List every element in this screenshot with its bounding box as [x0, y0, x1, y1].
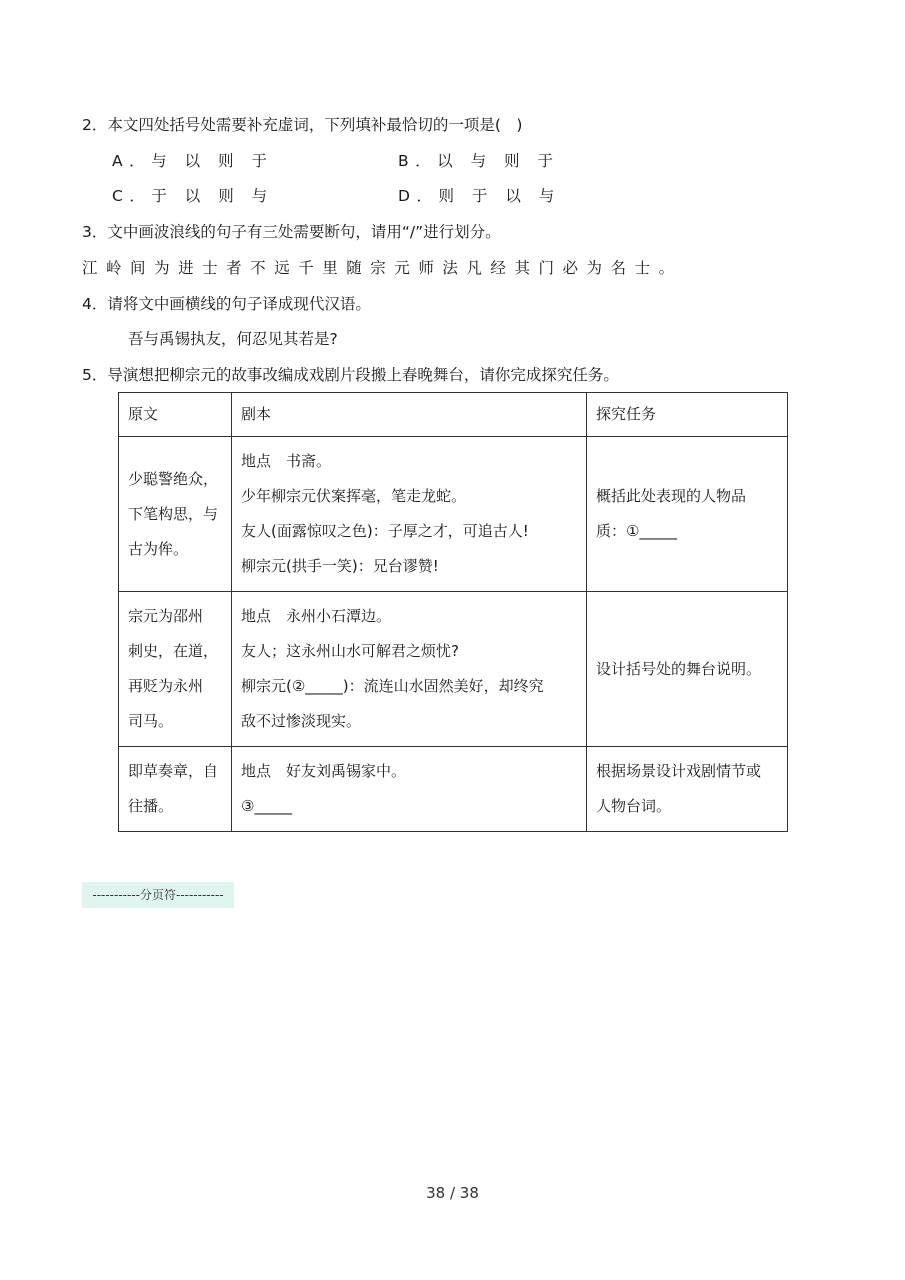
cell-line: 质：①_____ [596, 522, 677, 540]
page-break-marker: -----------分页符----------- [82, 882, 234, 908]
page-number: 38 / 38 [426, 1184, 479, 1202]
table-header-row [119, 393, 788, 437]
question-4-sentence: 吾与禹锡执友，何忍见其若是? [128, 330, 338, 348]
cell-script [232, 747, 587, 832]
cell-line: 概括此处表现的人物品 [596, 487, 747, 505]
cell-line: 地点 书斋。 [241, 452, 332, 470]
cell-line: 宗元为邵州 [128, 607, 204, 625]
cell-line: 根据场景设计戏剧情节或 [596, 762, 762, 780]
cell-line: 少聪警绝众， [128, 469, 219, 488]
cell-script [232, 592, 587, 747]
cell-line: 下笔构思，与 [128, 504, 219, 523]
question-3-sentence: 江岭间为进士者不远千里随宗元师法凡经其门必为名士。 [82, 259, 683, 277]
cell-line: 友人(面露惊叹之色)：子厚之才，可追古人! [241, 522, 529, 540]
cell-line: 再贬为永州 [128, 677, 204, 695]
cell-line: 刺史，在道， [128, 642, 219, 660]
cell-line: 即草奏章，自 [128, 762, 219, 780]
cell-line: 人物台词。 [596, 797, 672, 815]
table-row [119, 747, 788, 832]
cell-line: 设计括号处的舞台说明。 [596, 659, 762, 678]
cell-line: 古为侔。 [128, 539, 189, 558]
question-2-stem: 2．本文四处括号处需要补充虚词，下列填补最恰切的一项是( ) [82, 116, 523, 134]
cell-line: 往播。 [128, 797, 174, 815]
table-row [119, 592, 788, 747]
cell-original [119, 592, 232, 747]
cell-original [119, 747, 232, 832]
cell-line: 地点 好友刘禹锡家中。 [241, 762, 407, 780]
question-3-stem: 3．文中画波浪线的句子有三处需要断句，请用“/”进行划分。 [82, 223, 501, 241]
question-4-stem: 4．请将文中画横线的句子译成现代汉语。 [82, 295, 371, 313]
header-script: 剧本 [232, 393, 587, 437]
cell-original [119, 437, 232, 592]
header-original: 原文 [119, 393, 232, 437]
question-2-option-a: A．与 以 则 于 [112, 152, 274, 170]
question-2-option-d: D．则 于 以 与 [398, 187, 561, 205]
cell-line: 柳宗元(②_____)：流连山水固然美好，却终究 [241, 677, 544, 695]
cell-line: 柳宗元(拱手一笑)：兄台谬赞! [241, 557, 439, 575]
cell-line: 少年柳宗元伏案挥毫，笔走龙蛇。 [241, 487, 467, 505]
question-2-option-b: B．以 与 则 于 [398, 152, 560, 170]
cell-script [232, 437, 587, 592]
cell-line: ③_____ [241, 797, 292, 815]
cell-line: 司马。 [128, 712, 174, 730]
exploration-task-table [118, 392, 788, 832]
question-5-stem: 5．导演想把柳宗元的故事改编成戏剧片段搬上春晚舞台，请你完成探究任务。 [82, 366, 619, 384]
cell-line: 地点 永州小石潭边。 [241, 607, 392, 625]
cell-task [587, 747, 788, 832]
cell-task [587, 437, 788, 592]
table-row [119, 437, 788, 592]
header-task: 探究任务 [587, 393, 788, 437]
cell-line: 友人；这永州山水可解君之烦忧? [241, 642, 459, 660]
cell-task [587, 592, 788, 747]
cell-line: 敌不过惨淡现实。 [241, 712, 362, 730]
question-2-option-c: C．于 以 则 与 [112, 187, 274, 205]
